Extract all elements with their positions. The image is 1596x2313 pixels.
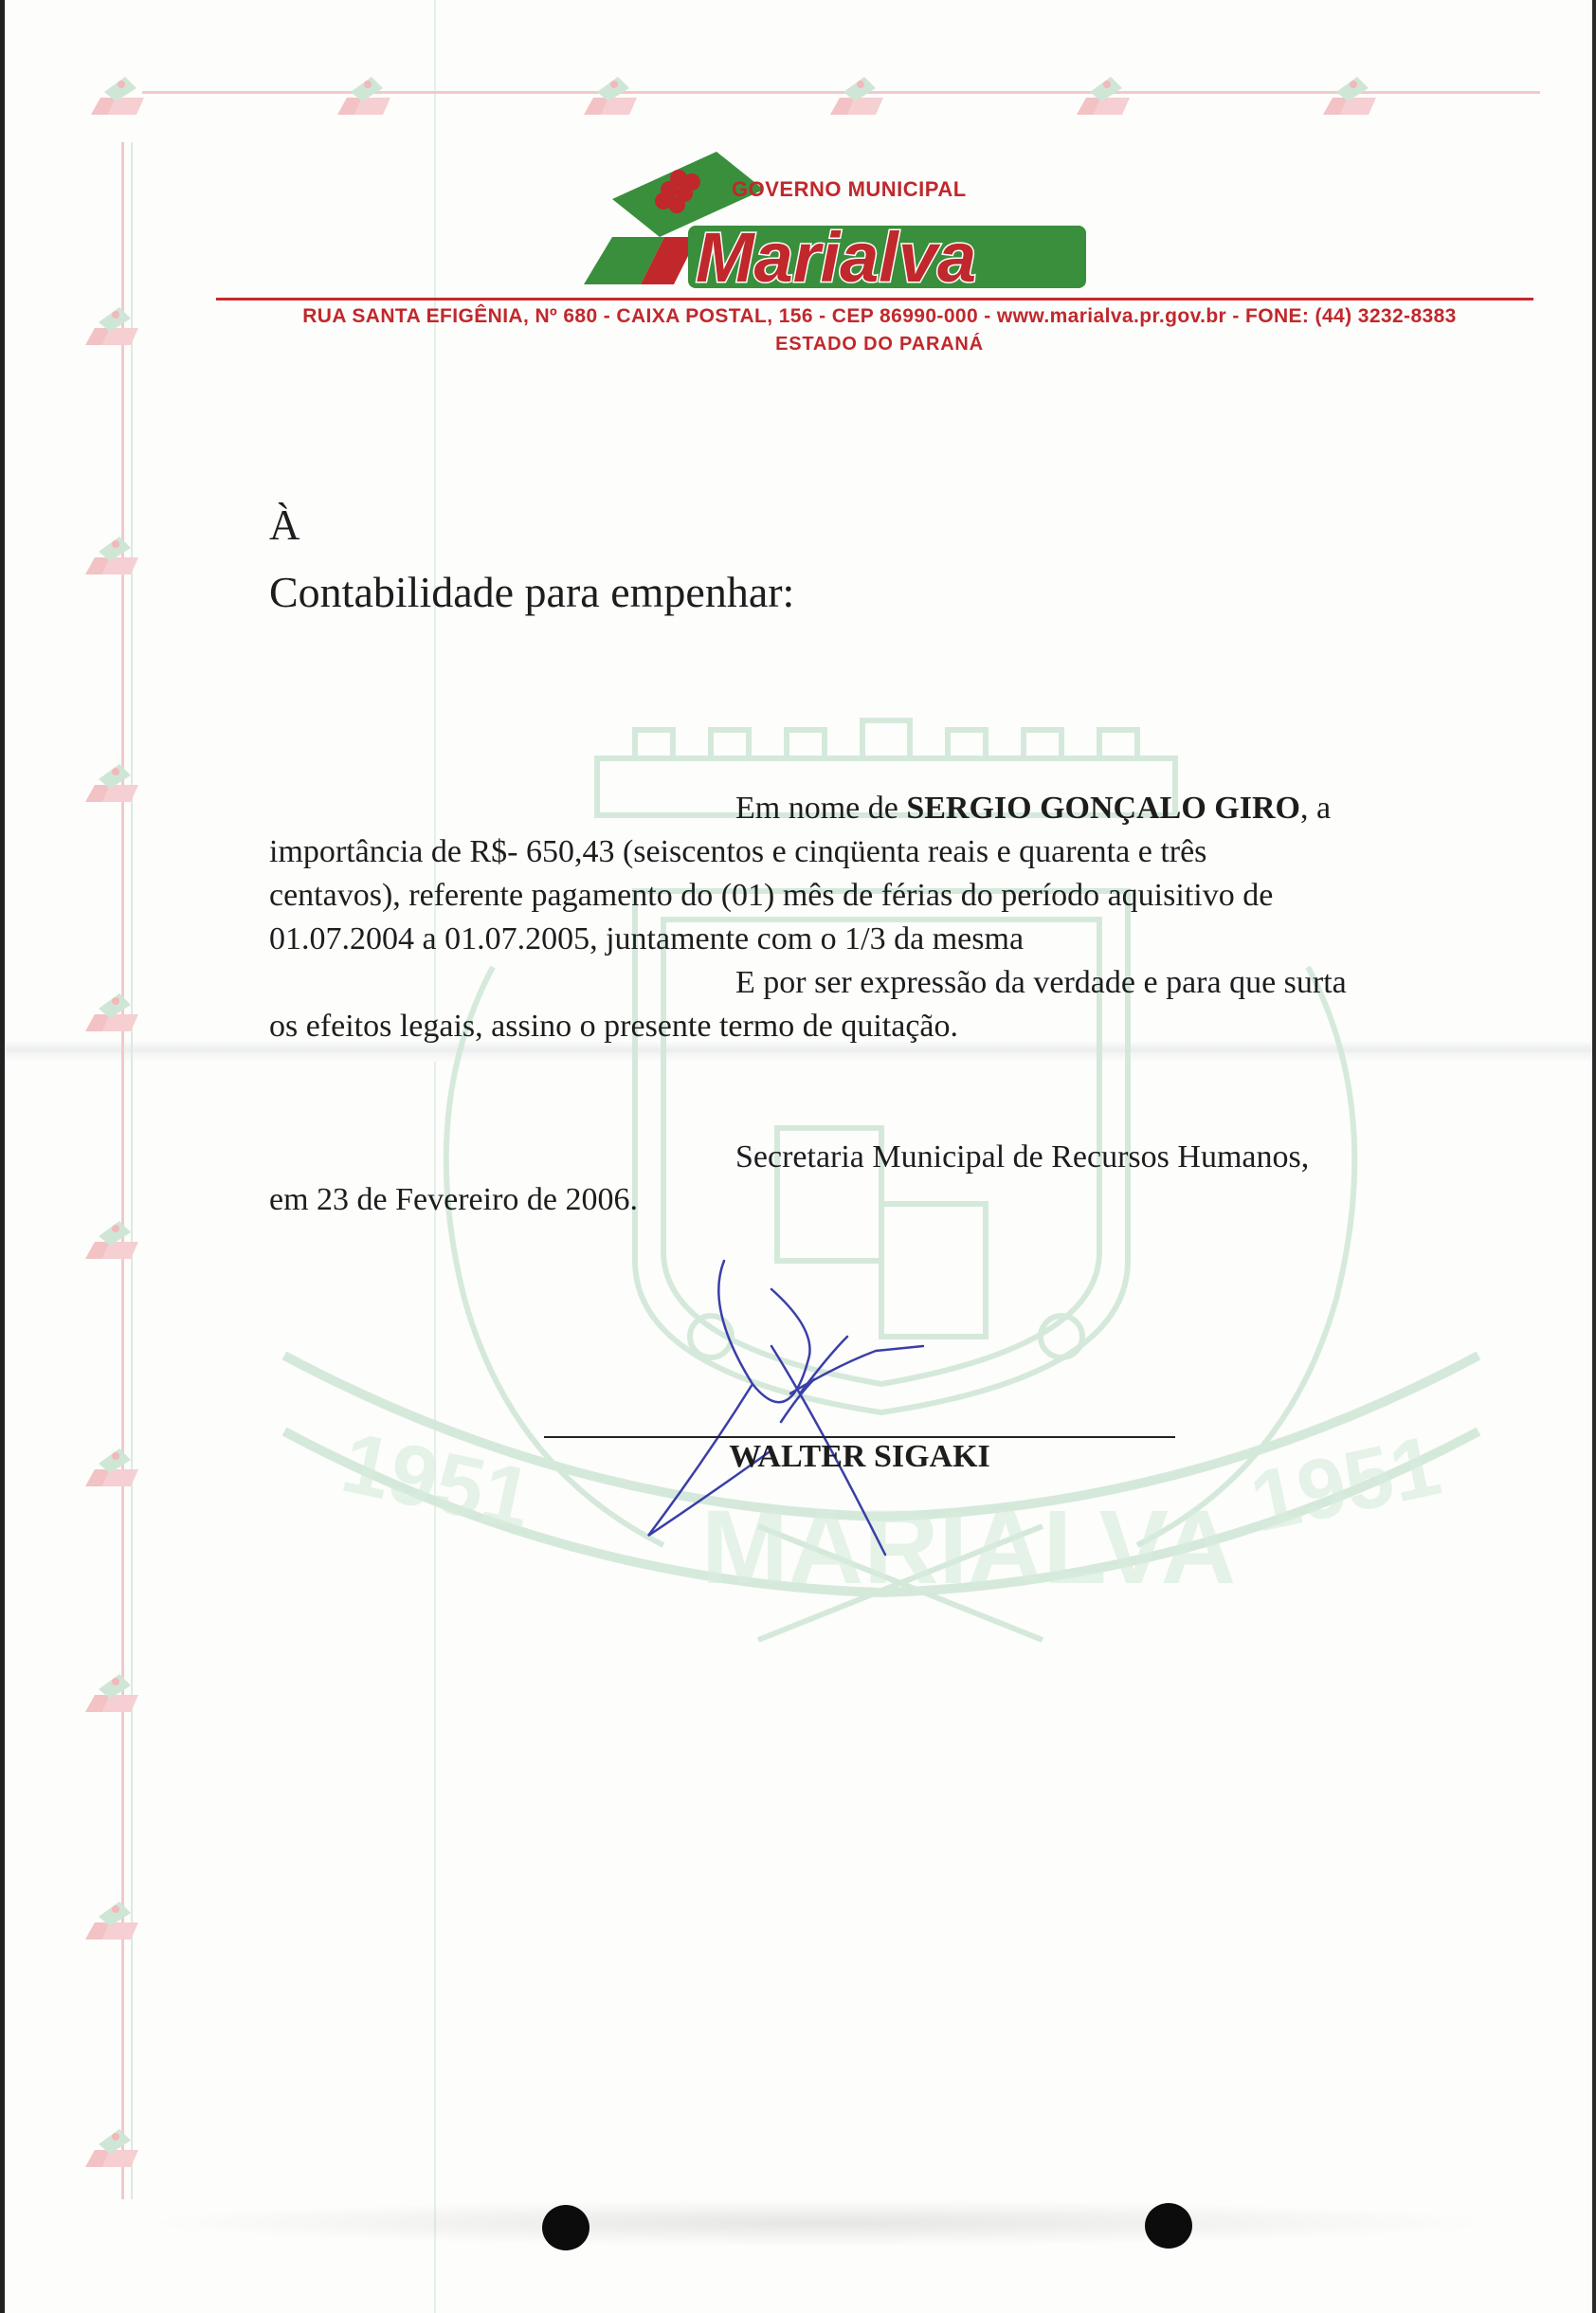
- left-border-motif: [82, 1215, 142, 1263]
- paragraph-1-line-3: centavos), referente pagamento do (01) mês de férias do período aquisitivo de: [269, 878, 1274, 913]
- government-label: GOVERNO MUNICIPAL: [732, 177, 967, 201]
- letterhead-left-border: [121, 142, 124, 2199]
- paragraph-1-line-1: [269, 787, 1444, 830]
- letter-body: [269, 787, 1444, 1048]
- watermark-year-right: 1951: [1242, 1418, 1448, 1551]
- signature-line: [544, 1436, 1175, 1438]
- signer-name: WALTER SIGAKI: [729, 1439, 990, 1474]
- top-border-motif: [334, 71, 394, 118]
- left-border-motif: [82, 531, 142, 578]
- paragraph-2-line-1: E por ser expressão da verdade e para que surta: [735, 965, 1347, 1000]
- paragraph-1-line-4: 01.07.2004 a 01.07.2005, juntamente com o 1/3 da mesma: [269, 921, 1025, 956]
- paragraph-1-line-2: importância de R$- 650,43 (seiscentos e cinqüenta reais e quarenta e três: [269, 834, 1207, 869]
- intro-text: Em nome de: [735, 791, 898, 826]
- salutation: À: [269, 501, 300, 549]
- left-border-motif: [82, 301, 142, 349]
- top-border-motif: [87, 71, 148, 118]
- paragraph-2-line-2: os efeitos legais, assino o presente termo de quitação.: [269, 1009, 958, 1044]
- letterhead-left-border-green: [131, 142, 133, 2199]
- marialva-logo: [574, 133, 1092, 297]
- watermark-year-left: 1951: [334, 1414, 540, 1548]
- punch-hole-right: [1145, 2203, 1192, 2249]
- top-border-motif: [1319, 71, 1380, 118]
- handwritten-signature: [648, 1251, 952, 1564]
- left-border-motif: [82, 988, 142, 1035]
- logo-text: Marialva: [696, 218, 977, 297]
- scan-edge-left: [0, 0, 5, 2313]
- left-border-motif: [82, 2123, 142, 2171]
- letter-subject: Contabilidade para empenhar:: [269, 568, 795, 616]
- scan-edge-right: [1592, 0, 1596, 2313]
- employee-name: SERGIO GONÇALO GIRO: [906, 791, 1300, 826]
- punch-hole-left: [542, 2205, 589, 2250]
- closing-department: Secretaria Municipal de Recursos Humanos,: [735, 1139, 1310, 1175]
- letterhead-address: RUA SANTA EFIGÊNIA, Nº 680 - CAIXA POSTAL, 156 - CEP 86990-000 - www.marialva.pr.gov.br - FONE: (44) 3232-8383: [302, 305, 1457, 327]
- watermark-city: MARIALVA: [701, 1489, 1237, 1606]
- left-border-motif: [82, 1443, 142, 1490]
- letterhead-state: ESTADO DO PARANÁ: [775, 334, 984, 355]
- intro-suffix: , a: [1299, 791, 1332, 826]
- left-border-motif: [82, 1896, 142, 1943]
- top-border-motif: [1073, 71, 1134, 118]
- left-border-motif: [82, 1668, 142, 1716]
- top-border-motif: [580, 71, 641, 118]
- scan-smudge: [142, 2199, 1497, 2247]
- closing-date: em 23 de Fevereiro de 2006.: [269, 1182, 638, 1217]
- letterhead-rule: [216, 298, 1533, 301]
- left-border-motif: [82, 758, 142, 806]
- top-border-motif: [826, 71, 887, 118]
